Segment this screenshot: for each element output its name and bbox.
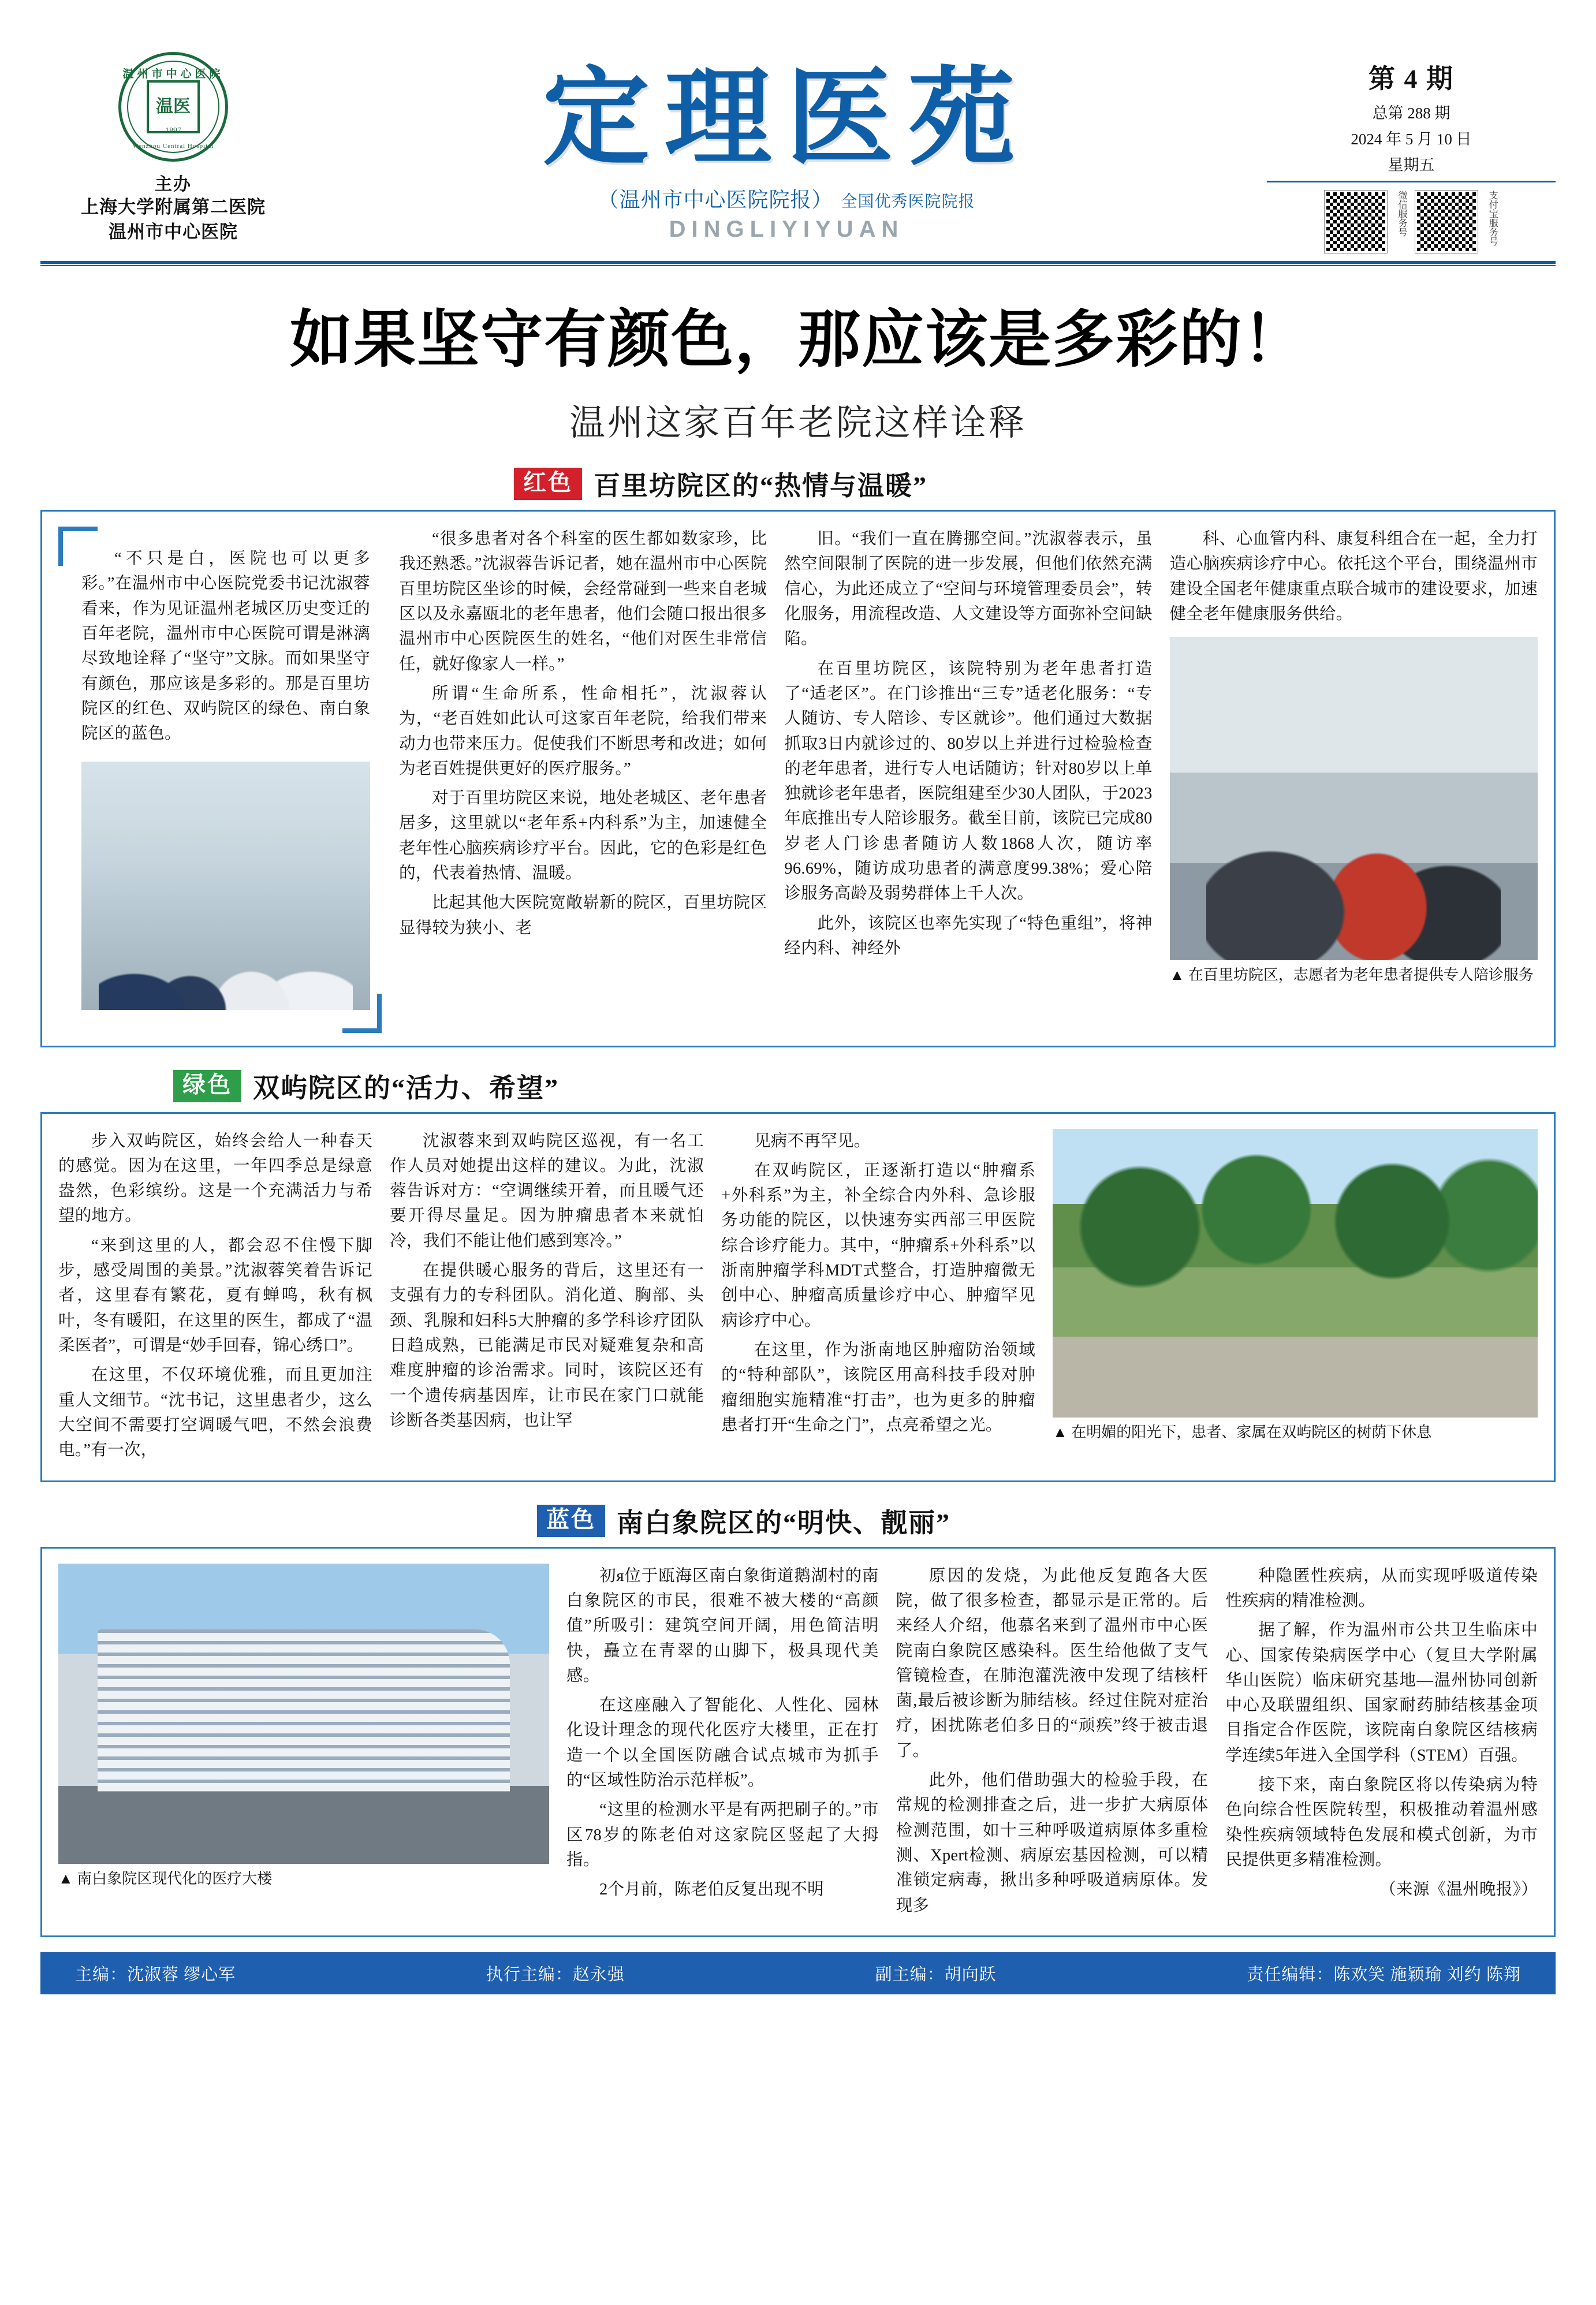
responsible-editor: 责任编辑：陈欢笑 施颖瑜 刘约 陈翔 — [1247, 1965, 1521, 1984]
paragraph: 在百里坊院区，该院特别为老年患者打造了“适老区”。在门诊推出“三专”适老化服务：“专人随访、专人陪诊、专区就诊”。他们通过大数据抓取3日内就诊过的、80岁以上并进行过检验检查的老年患者，进行专人电话随访；针对80岁以上单独就诊老年患者，医院组建至少30人团队，于2023年底推出专人陪诊服务。截至目前，该院已完成80岁老人门诊患者随访人数1868人次，随访率96.69%，随访成功患者的满意度99.38%；爱心陪诊服务高龄及弱势群体上千人次。 — [784, 659, 1153, 903]
paragraph: 初я位于瓯海区南白象街道鹅湖村的南白象院区的市民，很难不被大楼的“高颜值”所吸引：建筑空间开阔，用色简洁明快，矗立在青翠的山脚下，极具现代美感。 — [566, 1566, 879, 1685]
section-green-title: 双屿院区的“活力、希望” — [253, 1073, 559, 1103]
paragraph: “这里的检测水平是有两把刷子的。”市区78岁的陈老伯对这家院区竖起了大拇指。 — [566, 1801, 879, 1869]
section-blue-col-3 — [1225, 1564, 1538, 1923]
paper-subtitle-row — [318, 184, 1255, 213]
deputy-editor: 副主编：胡向跃 — [875, 1965, 997, 1984]
host-label: 主办 — [155, 175, 192, 194]
paragraph: 步入双屿院区，始终会给人一种春天的感觉。因为在这里，一年四季总是绿意盎然，色彩缤纷。这是一个充满活力与希望的地方。 — [58, 1132, 372, 1225]
org-line-2: 温州市中心医院 — [109, 221, 238, 242]
section-blue-title: 南白象院区的“明快、靓丽” — [617, 1508, 950, 1538]
section-green-columns — [58, 1129, 1538, 1468]
paragraph: 此外，他们借助强大的检验手段，在常规的检测排查之后，进一步扩大病原体检测范围，如十三种呼吸道病原体多重检测、Xpert检测、病原宏基因检测，可以精准锁定病毒，揪出多种呼吸道病原体。发现多 — [896, 1771, 1209, 1915]
section-blue-col-2 — [896, 1564, 1209, 1923]
masthead-left — [40, 35, 306, 245]
photo-caption: ▲ 南白象院区现代化的医疗大楼 — [58, 1870, 273, 1887]
alipay-qr-icon[interactable] — [1415, 191, 1478, 253]
paragraph: 科、心血管内科、康复科组合在一起，全力打造心脑疾病诊疗中心。依托这个平台，围绕温州市建设全国老年健康重点联合城市的建设要求，加速健全老年健康服务供给。 — [1169, 530, 1538, 623]
footer-credits — [40, 1952, 1556, 1994]
paragraph: 旧。“我们一直在腾挪空间。”沈淑蓉表示，虽然空间限制了医院的进一步发展，但他们依然充满信心，为此还成立了“空间与环境管理委员会”，转化服务，用流程改造、人文建设等方面弥补空间缺陷。 — [784, 530, 1153, 648]
org-line-1: 上海大学附属第二医院 — [81, 197, 266, 217]
masthead — [40, 35, 1556, 259]
paragraph: “来到这里的人，都会忍不住慢下脚步，感受周围的美景。”沈淑蓉笑着告诉记者，这里春有繁花，夏有蝉鸣，秋有枫叶，冬有暖阳，在这里的医生，都成了“温柔医者”，可谓是“妙手回春，锦心绣口”。 — [58, 1236, 372, 1355]
masthead-center — [318, 35, 1255, 243]
paragraph: 原因的发烧，为此他反复跑各大医院，做了很多检查，都显示是正常的。后来经人介绍，他慕名来到了温州市中心医院南白象院区感染科。医生给他做了支气管镜检查，在肺泡灌洗液中发现了结核杆菌,最后被诊断为肺结核。经过住院对症治疗，困扰陈老伯多日的“顽疾”终于被击退了。 — [896, 1566, 1209, 1760]
logo-top-text: 温州市中心医院 — [122, 68, 224, 80]
editor-in-chief: 主编：沈淑蓉 缪心军 — [75, 1965, 236, 1984]
headline-block — [40, 289, 1556, 445]
section-green-col-3 — [721, 1129, 1035, 1468]
section-red-col-2 — [784, 527, 1152, 1033]
section-blue-photo-col — [58, 1564, 549, 1923]
paragraph: 在这里，作为浙南地区肿瘤防治领域的“特种部队”，该院区用高科技手段对肿瘤细胞实施精准“打击”，也为更多的肿瘤患者打开“生命之门”，点亮希望之光。 — [721, 1341, 1035, 1434]
section-red-tag: 红色 — [514, 468, 582, 500]
logo-en-text: Wenzhou Central Hospital — [132, 143, 214, 150]
section-red-col-3 — [1170, 527, 1538, 1033]
photo-caption: ▲ 在百里坊院区，志愿者为老年患者提供专人陪诊服务 — [1169, 967, 1534, 984]
issue-total: 总第 288 期 — [1372, 105, 1450, 122]
alipay-qr-label: 支付宝服务号 — [1487, 191, 1498, 246]
issue-weekday: 星期五 — [1388, 156, 1435, 174]
section-blue-columns — [58, 1564, 1538, 1923]
section-green — [40, 1067, 1556, 1482]
section-green-header — [173, 1067, 1556, 1105]
paragraph: “不只是白，医院也可以更多彩。”在温州市中心医院党委书记沈淑蓉看来，作为见证温州老城区历史变迁的百年老院，温州市中心医院可谓是淋漓尽致地诠释了“坚守”文脉。而如果坚守有颜色，那应该是多彩的。那是百里坊院区的红色、双屿院区的绿色、南白象院区的蓝色。 — [81, 550, 370, 743]
masthead-right — [1267, 35, 1556, 253]
wechat-qr-icon[interactable] — [1325, 191, 1387, 253]
source-credit: （来源《温州晚报》） — [1379, 1881, 1538, 1899]
section-blue — [40, 1502, 1556, 1937]
paragraph: “很多患者对各个科室的医生都如数家珍，比我还熟悉。”沈淑蓉告诉记者，她在温州市中心医院百里坊院区坐诊的时候，会经常碰到一些来自老城区以及永嘉瓯北的老年患者，他们会随口报出很多温州市中心医院医生的姓名，“他们对医生非常信任，就好像家人一样。” — [399, 530, 767, 673]
section-blue-body — [40, 1547, 1556, 1937]
headline-main: 如果坚守有颜色，那应该是多彩的！ — [289, 304, 1306, 376]
issue-number: 第 4 期 — [1368, 64, 1454, 94]
section-red-columns — [58, 527, 1538, 1033]
paragraph: 在这里，不仅环境优雅，而且更加注重人文细节。“沈书记，这里患者少，这么大空间不需要打空调暖气吧，不然会浪费电。”有一次， — [58, 1366, 372, 1460]
paper-subtitle: （温州市中心医院院报） — [598, 188, 833, 212]
paper-award: 全国优秀医院院报 — [841, 193, 975, 211]
paragraph: 在双屿院区，正逐渐打造以“肿瘤系+外科系”为主，补全综合内外科、急诊服务功能的院区，以快速夯实西部三甲医院综合诊疗能力。其中，“肿瘤系+外科系”以浙南肿瘤学科MDT式整合，打造肿瘤微无创中心、肿瘤高质量诊疗中心、肿瘤罕见病诊疗中心。 — [721, 1161, 1035, 1330]
photo-park — [1053, 1129, 1538, 1418]
issue-date: 2024 年 5 月 10 日 — [1351, 130, 1472, 148]
issue-info — [1267, 58, 1556, 182]
section-red-title: 百里坊院区的“热情与温暖” — [594, 471, 927, 501]
photo-building — [58, 1564, 549, 1864]
logo-year: 1897 — [165, 126, 181, 135]
paragraph: 据了解，作为温州市公共卫生临床中心、国家传染病医学中心（复旦大学附属华山医院）临床研究基地—温州协同创新中心及联盟组织、国家耐药肺结核基金项目指定合作医院，该院南白象院区结核病学连续5年进入全国学科（STEM）百强。 — [1225, 1621, 1538, 1765]
section-red-lede-col — [58, 527, 382, 1033]
logo-inner-mark: 温医 — [147, 80, 200, 133]
section-blue-col-1 — [566, 1564, 879, 1923]
masthead-divider — [40, 261, 1556, 266]
paragraph: 沈淑蓉来到双屿院区巡视，有一名工作人员对她提出这样的建议。为此，沈淑蓉告诉对方：“空调继续开着，而且暖气还要开得尽量足。因为肿瘤患者本来就怕冷，我们不能让他们感到寒冷。” — [390, 1132, 704, 1250]
paragraph: 此外，该院区也率先实现了“特色重组”，将神经内科、神经外 — [784, 914, 1153, 957]
section-green-tag: 绿色 — [173, 1070, 241, 1102]
hospital-logo-icon — [118, 52, 228, 162]
headline-sub: 温州这家百年老院这样诠释 — [569, 404, 1027, 443]
section-blue-tag: 蓝色 — [537, 1505, 605, 1537]
paragraph: 2个月前，陈老伯反复出现不明 — [599, 1881, 824, 1899]
paper-title: 定理医苑 — [543, 54, 1030, 180]
section-red — [40, 465, 1556, 1047]
paragraph: 见病不再罕见。 — [754, 1132, 871, 1150]
photo-caption: ▲ 在明媚的阳光下，患者、家属在双屿院区的树荫下休息 — [1053, 1423, 1432, 1441]
paragraph: 在提供暖心服务的背后，这里还有一支强有力的专科团队。消化道、胸部、头颈、乳腺和妇科5大肿瘤的多学科诊疗团队日趋成熟，已能满足市民对疑难复杂和高难度肿瘤的诊治需求。同时，该院区还有一个遗传病基因库，让市民在家门口就能诊断各类基因病，也让罕 — [390, 1262, 704, 1430]
photo-volunteer — [1170, 637, 1538, 960]
section-red-col-1 — [399, 527, 767, 1033]
wechat-qr-label: 微信服务号 — [1397, 191, 1407, 237]
paragraph: 接下来，南白象院区将以传染病为特色向综合性医院转型，积极推动着温州感染性疾病领域特色发展和模式创新，为市民提供更多精准检测。 — [1225, 1776, 1538, 1869]
paragraph: 所谓“生命所系，性命相托”，沈淑蓉认为，“老百姓如此认可这家百年老院，给我们带来动力也带来压力。促使我们不断思考和改进；如何为老百姓提供更好的医疗服务。” — [399, 684, 767, 778]
paper-pinyin: DINGLIYIYUAN — [669, 217, 904, 243]
executive-editor: 执行主编：赵永强 — [486, 1965, 625, 1984]
section-blue-header — [537, 1502, 1556, 1540]
paragraph: 种隐匿性疾病，从而实现呼吸道传染性疾病的精准检测。 — [1225, 1566, 1538, 1610]
section-green-body — [40, 1112, 1556, 1482]
paragraph: 在这座融入了智能化、人性化、园林化设计理念的现代化医疗大楼里，正在打造一个以全国医防融合试点城市为抓手的“区域性防治示范样板”。 — [566, 1696, 879, 1790]
section-red-header — [514, 465, 1556, 503]
photo-doctors — [81, 762, 370, 1010]
paragraph: 比起其他大医院宽敞崭新的院区，百里坊院区显得较为狭小、老 — [399, 894, 767, 937]
section-green-col-2 — [390, 1129, 704, 1468]
section-green-col-1 — [58, 1129, 372, 1468]
section-green-photo-col — [1053, 1129, 1538, 1468]
section-red-body — [40, 510, 1556, 1047]
paragraph: 对于百里坊院区来说，地处老城区、老年患者居多，这里就以“老年系+内科系”为主，加速健全老年性心脑疾病诊疗平台。因此，它的色彩是红色的，代表着热情、温暖。 — [399, 789, 767, 883]
qr-codes — [1267, 191, 1556, 253]
